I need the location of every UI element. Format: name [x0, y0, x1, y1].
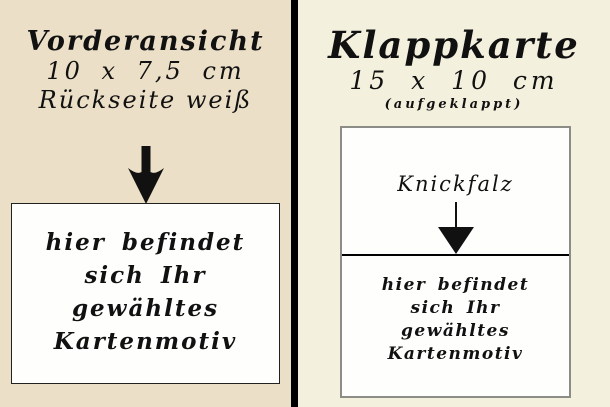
- panel-divider: [291, 0, 298, 407]
- folding-card-heading: [298, 0, 610, 114]
- folding-card-state-note: (aufgeklappt): [384, 97, 524, 112]
- motif-line: sich Ihr: [410, 298, 501, 318]
- front-card-placeholder: [11, 203, 280, 384]
- motif-line: Kartenmotiv: [387, 344, 524, 364]
- motif-line: hier befindet: [381, 275, 530, 295]
- motif-line: gewähltes: [401, 321, 510, 341]
- motif-line: gewähltes: [71, 295, 220, 322]
- folding-card-placeholder: [340, 126, 571, 398]
- fold-label: Knickfalz: [397, 172, 514, 196]
- front-motif-text: [12, 226, 279, 358]
- motif-line: Kartenmotiv: [53, 328, 238, 355]
- motif-line: sich Ihr: [84, 262, 207, 289]
- fold-line: [342, 254, 569, 256]
- front-view-heading: [0, 0, 291, 114]
- folding-card-size: 15 x 10 cm: [349, 66, 559, 95]
- front-view-size: 10 x 7,5 cm: [46, 57, 245, 85]
- front-view-panel: [0, 0, 291, 407]
- bold-down-arrow-icon: [124, 146, 168, 204]
- folding-motif-text: [342, 274, 569, 366]
- folding-card-title: Klappkarte: [328, 23, 580, 67]
- thin-down-arrow-icon: [436, 202, 476, 254]
- motif-line: hier befindet: [45, 229, 246, 256]
- front-view-back-note: Rückseite weiß: [38, 86, 253, 114]
- front-view-title: Vorderansicht: [26, 26, 265, 57]
- folding-card-panel: [298, 0, 610, 407]
